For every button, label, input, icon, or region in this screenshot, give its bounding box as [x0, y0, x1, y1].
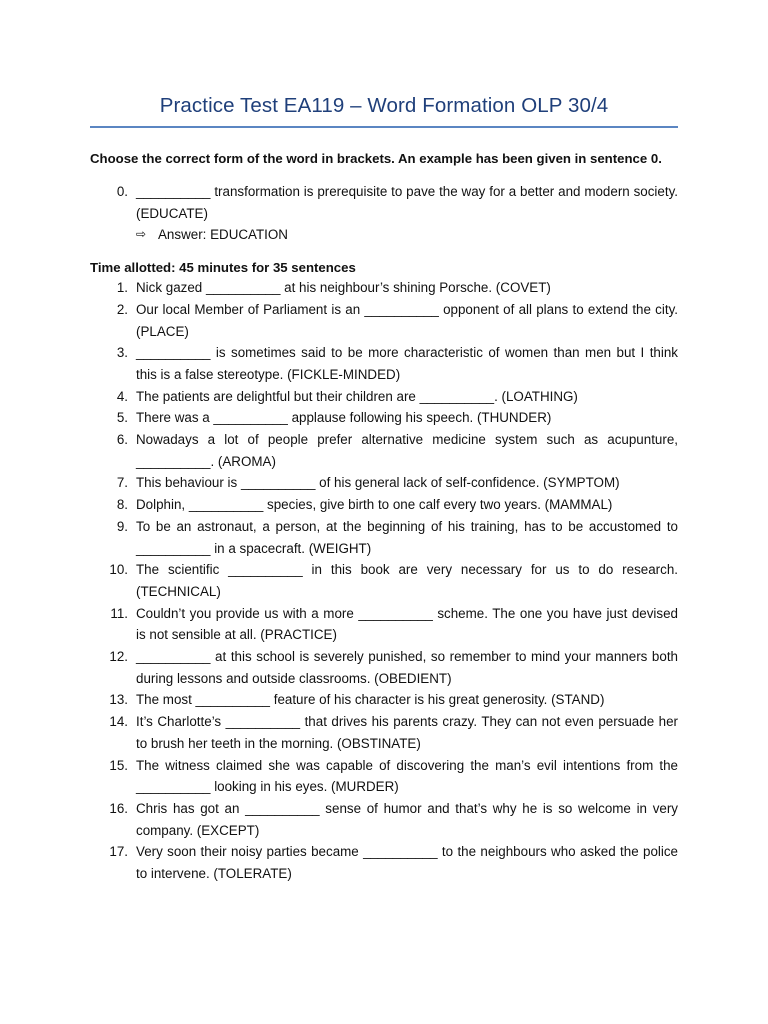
question-text: Nowadays a lot of people prefer alternative medicine system such as acupunture, __________. (AROMA) — [136, 432, 678, 469]
question-item — [90, 711, 678, 754]
question-number: 14. — [109, 714, 128, 730]
time-allotted: Time allotted: 45 minutes for 35 sentences — [90, 260, 356, 276]
question-number: 16. — [109, 800, 128, 816]
question-number: 10. — [109, 562, 128, 578]
question-text: Our local Member of Parliament is an __________ opponent of all plans to extend the city. (PLACE) — [136, 301, 678, 339]
example-number: 0. — [116, 184, 128, 199]
question-number: 13. — [109, 692, 128, 708]
question-number: 8. — [116, 497, 128, 513]
question-text: This behaviour is __________ of his general lack of self-confidence. (SYMPTOM) — [136, 475, 620, 491]
question-number: 2. — [116, 301, 128, 317]
question-number: 1. — [116, 280, 128, 296]
question-text: Chris has got an __________ sense of humor and that’s why he is so welcome in very company. (EXCEPT) — [136, 800, 678, 838]
question-item — [90, 342, 678, 385]
worksheet-page — [90, 0, 678, 885]
example-answer-text: Answer: EDUCATION — [158, 227, 288, 243]
question-text: The most __________ feature of his character is his great generosity. (STAND) — [136, 692, 605, 708]
question-item — [90, 841, 678, 884]
question-number: 3. — [116, 345, 128, 361]
question-number: 15. — [109, 757, 128, 773]
question-number: 4. — [116, 388, 128, 404]
example-answer — [136, 224, 678, 246]
question-item — [90, 407, 678, 429]
example-text: __________ transformation is prerequisite to pave the way for a better and modern society. (EDUCATE) — [136, 184, 678, 221]
question-number: 12. — [109, 649, 128, 665]
question-text: Nick gazed __________ at his neighbour’s shining Porsche. (COVET) — [136, 280, 551, 296]
example-block — [90, 181, 678, 246]
arrow-icon: ⇨ — [136, 227, 147, 242]
question-text: The witness claimed she was capable of discovering the man’s evil intentions from the __________ looking in his eyes. (MURDER) — [136, 757, 678, 795]
question-item — [90, 646, 678, 689]
question-item — [90, 494, 678, 516]
question-item — [90, 277, 678, 299]
question-item — [90, 429, 678, 472]
question-text: Couldn’t you provide us with a more __________ scheme. The one you have just devised is not sensible at all. (PRACTICE) — [136, 605, 678, 643]
question-text: __________ at this school is severely punished, so remember to mind your manners both during lessons and outside classrooms. (OBEDIENT) — [136, 649, 678, 686]
question-item — [90, 559, 678, 602]
question-text: __________ is sometimes said to be more characteristic of women than men but I think this is a false stereotype. (FICKLE-MINDED) — [136, 345, 678, 382]
question-number: 11. — [110, 605, 128, 621]
question-number: 5. — [116, 410, 128, 426]
question-text: To be an astronaut, a person, at the beginning of his training, has to be accustomed to __________ in a spacecraft. (WEIGHT) — [136, 518, 678, 556]
question-text: Very soon their noisy parties became __________ to the neighbours who asked the police to intervene. (TOLERATE) — [136, 844, 678, 882]
question-item — [90, 472, 678, 494]
question-text: The scientific __________ in this book are very necessary for us to do research. (TECHNICAL) — [136, 562, 678, 599]
question-item — [90, 516, 678, 559]
question-text: It’s Charlotte’s __________ that drives his parents crazy. They can not even persuade her to brush her teeth in the morning. (OBSTINATE) — [136, 714, 678, 751]
question-item — [90, 798, 678, 841]
question-list — [90, 277, 678, 885]
question-text: Dolphin, __________ species, give birth to one calf every two years. (MAMMAL) — [136, 497, 613, 513]
example-sentence — [90, 181, 678, 224]
question-item — [90, 603, 678, 646]
question-text: The patients are delightful but their children are __________. (LOATHING) — [136, 388, 578, 404]
question-item — [90, 755, 678, 798]
question-item — [90, 689, 678, 711]
question-number: 17. — [109, 844, 128, 860]
question-item — [90, 386, 678, 408]
question-number: 7. — [116, 475, 128, 491]
question-number: 9. — [116, 518, 128, 534]
question-text: There was a __________ applause following his speech. (THUNDER) — [136, 410, 552, 426]
page-title: Practice Test EA119 – Word Formation OLP 30/4 — [90, 92, 678, 128]
question-item — [90, 299, 678, 342]
instruction-text: Choose the correct form of the word in brackets. An example has been given in sentence 0. — [90, 151, 662, 166]
question-number: 6. — [116, 432, 128, 448]
